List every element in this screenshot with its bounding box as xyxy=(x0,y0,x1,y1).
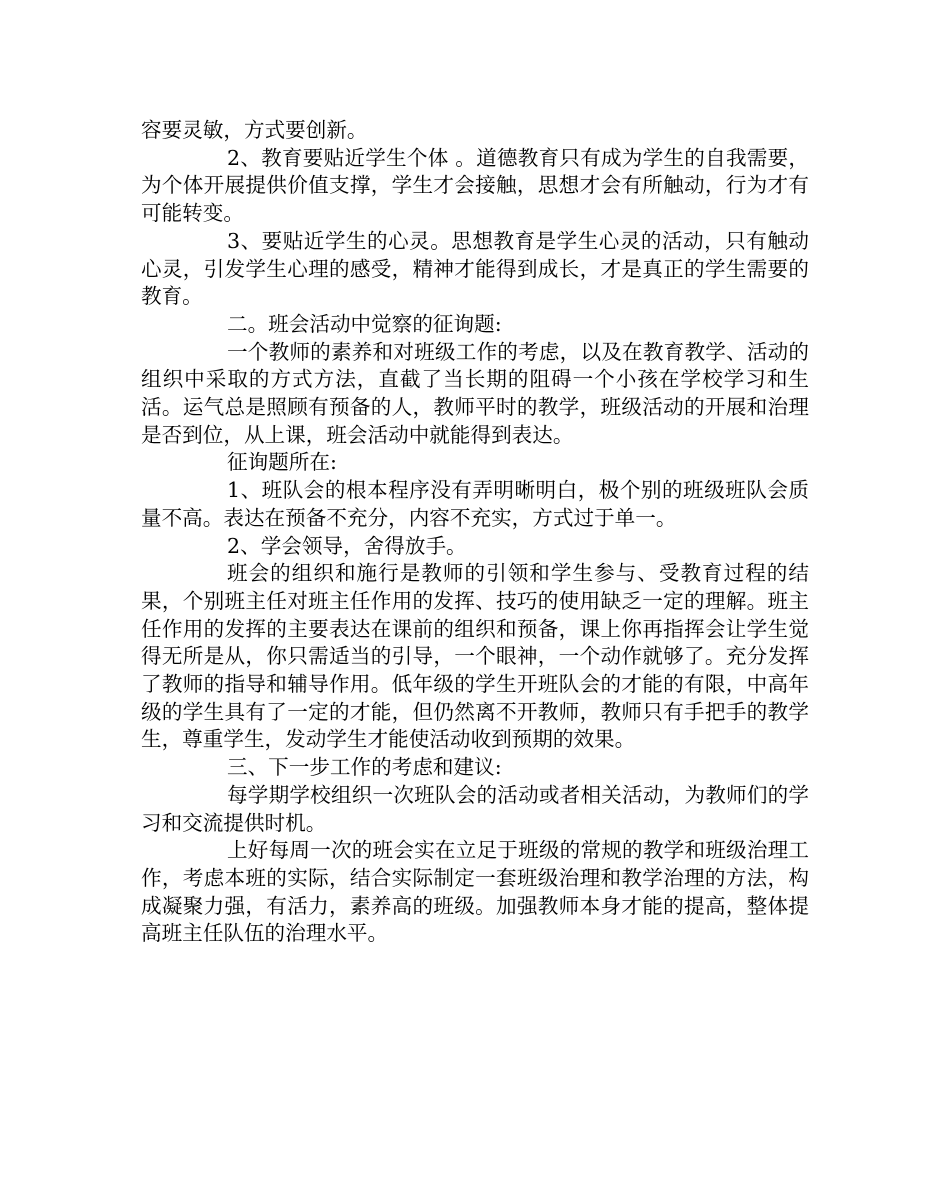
paragraph: 2、教育要贴近学生个体 。道德教育只有成为学生的自我需要，为个体开展提供价值支撑，学生才会接触，思想才会有所触动，行为才有可能转变。 xyxy=(141,145,809,226)
paragraph: 容要灵敏，方式要创新。 xyxy=(141,118,368,142)
paragraph: 3、要贴近学生的心灵。思想教育是学生心灵的活动，只有触动心灵，引发学生心理的感受，精神才能得到成长，才是真正的学生需要的教育。 xyxy=(141,228,809,309)
section-heading: 二。班会活动中觉察的征询题: xyxy=(227,311,502,336)
paragraph: 一个教师的素养和对班级工作的考虑，以及在教育教学、活动的组织中采取的方式方法，直截了当长期的阻碍一个小孩在学校学习和生活。运气总是照顾有预备的人，教师平时的教学，班级活动的开展和治理是否到位，从上课，班会活动中就能得到表达。 xyxy=(141,339,809,447)
paragraph: 上好每周一次的班会实在立足于班级的常规的教学和班级治理工作，考虑本班的实际，结合实际制定一套班级治理和教学治理的方法，构成凝聚力强，有活力，素养高的班级。加强教师本身才能的提高，整体提高班主任队伍的治理水平。 xyxy=(141,838,809,946)
document-body xyxy=(141,117,809,948)
paragraph: 2、学会领导，舍得放手。 xyxy=(227,533,467,558)
paragraph: 班会的组织和施行是教师的引领和学生参与、受教育过程的结果，个别班主任对班主任作用的发挥、技巧的使用缺乏一定的理解。班主任作用的发挥的主要表达在课前的组织和预备，课上你再指挥会让学生觉得无所是从，你只需适当的引导，一个眼神，一个动作就够了。充分发挥了教师的指导和辅导作用。低年级的学生开班队会的才能的有限，中高年级的学生具有了一定的才能，但仍然离不开教师，教师只有手把手的教学生，尊重学生，发动学生才能使活动收到预期的效果。 xyxy=(141,561,809,752)
subheading: 征询题所在: xyxy=(227,450,337,475)
paragraph: 每学期学校组织一次班队会的活动或者相关活动，为教师们的学习和交流提供时机。 xyxy=(141,782,809,835)
section-heading: 三、下一步工作的考虑和建议: xyxy=(227,755,502,780)
paragraph: 1、班队会的根本程序没有弄明晰明白，极个别的班级班队会质量不高。表达在预备不充分，内容不充实，方式过于单一。 xyxy=(141,478,809,530)
